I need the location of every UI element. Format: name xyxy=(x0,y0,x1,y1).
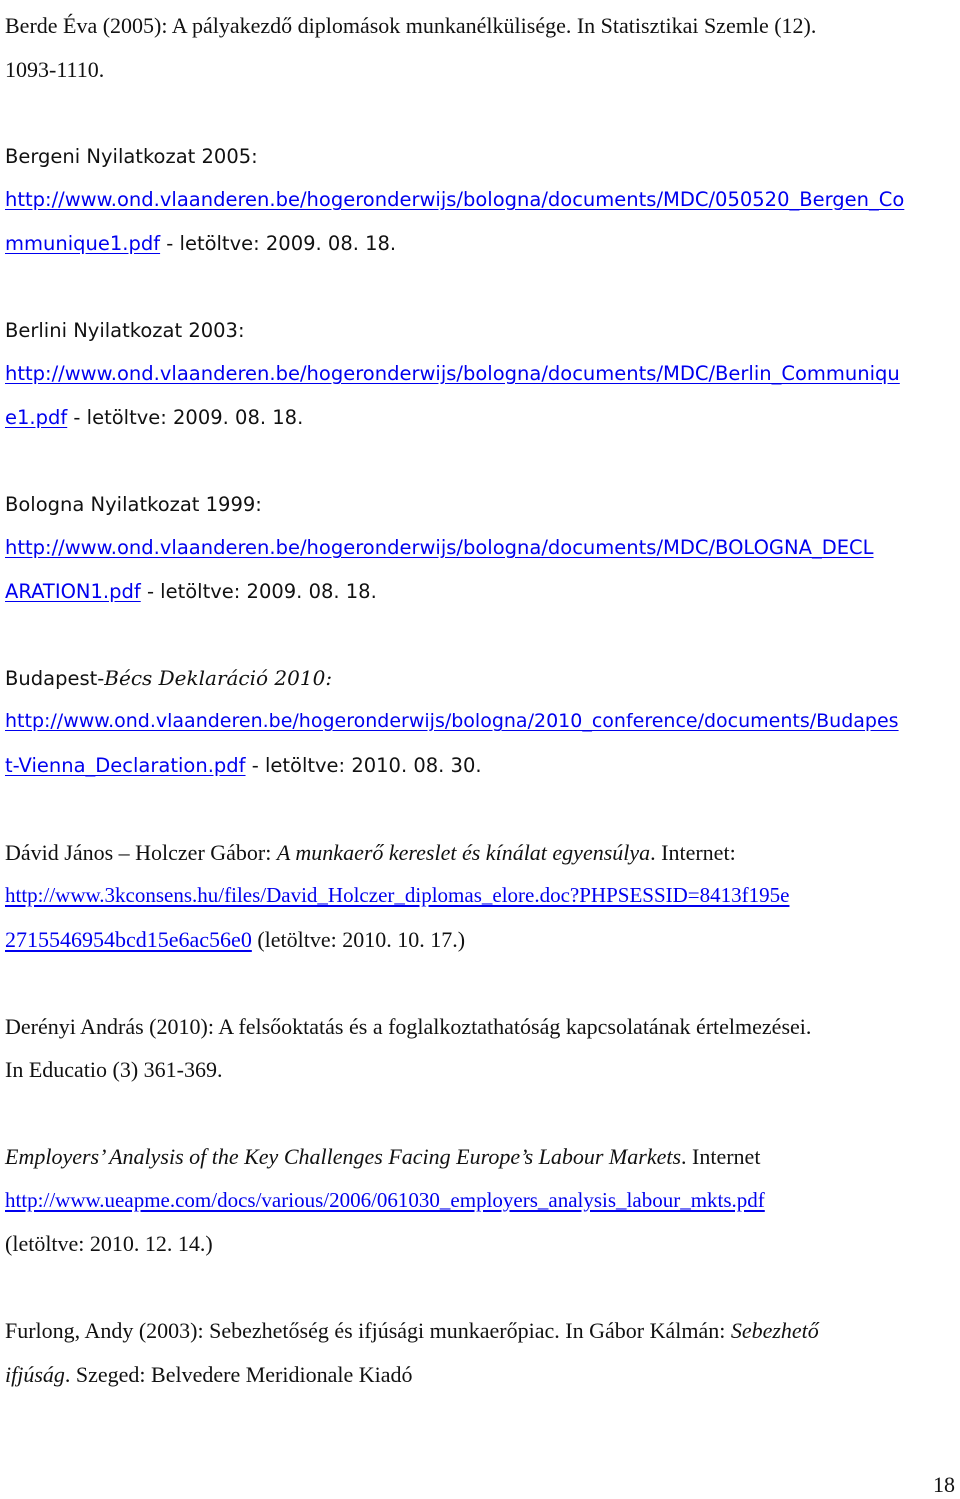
reference-text xyxy=(5,1309,955,1353)
authors: Dávid János – Holczer Gábor: xyxy=(5,839,277,865)
reference-link[interactable]: http://www.ond.vlaanderen.be/hogeronderwijs/bologna/documents/MDC/050520_Bergen_Co xyxy=(5,188,905,211)
reference-text xyxy=(5,831,955,875)
reference-line: Derényi András (2010): A felsőoktatás és a foglalkoztathatóság kapcsolatának értelmezései. xyxy=(5,1013,812,1039)
reference-bergen xyxy=(5,135,955,266)
reference-title: Berlini Nyilatkozat 2003: xyxy=(5,318,245,342)
page-number: 18 xyxy=(933,1472,955,1497)
reference-link[interactable]: http://www.ond.vlaanderen.be/hogeronderwijs/bologna/documents/MDC/Berlin_Communiqu xyxy=(5,362,900,385)
reference-text xyxy=(5,4,955,48)
reference-title: Bologna Nyilatkozat 1999: xyxy=(5,492,262,516)
reference-link[interactable]: http://www.3kconsens.hu/files/David_Holczer_diplomas_elore.doc?PHPSESSID=8413f195e xyxy=(5,883,790,907)
reference-line: In Educatio (3) 361-369. xyxy=(5,1057,223,1082)
reference-link[interactable]: t-Vienna_Declaration.pdf xyxy=(5,753,246,777)
title-italic: ifjúság xyxy=(5,1361,65,1387)
reference-link[interactable]: http://www.ond.vlaanderen.be/hogeronderwijs/bologna/documents/MDC/BOLOGNA_DECL xyxy=(5,536,874,559)
reference-text xyxy=(5,1005,955,1049)
reference-bologna xyxy=(5,483,955,614)
title-italic: A munkaerő kereslet és kínálat egyensúlya xyxy=(276,839,651,865)
reference-text xyxy=(5,1353,955,1397)
reference-david-holczer xyxy=(5,831,955,962)
reference-note: . Internet xyxy=(681,1144,761,1169)
reference-berde xyxy=(5,4,955,91)
download-date: - letöltve: 2009. 08. 18. xyxy=(140,579,377,603)
reference-derenyi xyxy=(5,1005,955,1092)
reference-text xyxy=(5,1048,955,1092)
download-date: (letöltve: 2010. 12. 14.) xyxy=(5,1231,213,1256)
download-date: - letöltve: 2009. 08. 18. xyxy=(67,405,304,429)
reference-link[interactable]: http://www.ueapme.com/docs/various/2006/061030_employers_analysis_labour_mkts.pdf xyxy=(5,1187,765,1212)
download-date: - letöltve: 2009. 08. 18. xyxy=(160,231,397,255)
reference-note: . Internet: xyxy=(650,839,736,865)
title-italic: Bécs Deklaráció 2010: xyxy=(104,665,333,690)
reference-budapest-vienna xyxy=(5,657,955,788)
reference-title: Bergeni Nyilatkozat 2005: xyxy=(5,144,258,168)
reference-link[interactable]: 2715546954bcd15e6ac56e0 xyxy=(5,926,252,952)
reference-text xyxy=(5,48,955,92)
reference-link[interactable]: http://www.ond.vlaanderen.be/hogeronderwijs/bologna/2010_conference/documents/Budapes xyxy=(5,710,899,732)
reference-line: . Szeged: Belvedere Meridionale Kiadó xyxy=(64,1361,413,1387)
reference-link[interactable]: mmunique1.pdf xyxy=(5,231,161,255)
download-date: - letöltve: 2010. 08. 30. xyxy=(245,753,482,777)
reference-link[interactable]: e1.pdf xyxy=(5,405,68,429)
reference-furlong xyxy=(5,1309,955,1396)
reference-title xyxy=(5,657,955,701)
title-italic: Sebezhető xyxy=(730,1318,819,1343)
reference-text xyxy=(5,1222,955,1266)
reference-link[interactable]: ARATION1.pdf xyxy=(5,579,141,603)
reference-list xyxy=(5,4,955,1396)
reference-text xyxy=(5,1135,955,1179)
download-date: (letöltve: 2010. 10. 17.) xyxy=(251,926,466,952)
reference-line: 1093-1110. xyxy=(5,56,105,82)
reference-line: Berde Éva (2005): A pályakezdő diplomások munkanélkülisége. In Statisztikai Szemle (12). xyxy=(5,13,817,38)
title-italic: Employers’ Analysis of the Key Challenges Facing Europe’s Labour Markets xyxy=(5,1144,682,1169)
reference-line: Furlong, Andy (2003): Sebezhetőség és ifjúsági munkaerőpiac. In Gábor Kálmán: xyxy=(5,1318,731,1343)
reference-employers-analysis xyxy=(5,1135,955,1266)
reference-berlin xyxy=(5,309,955,440)
title-plain: Budapest- xyxy=(5,666,105,690)
